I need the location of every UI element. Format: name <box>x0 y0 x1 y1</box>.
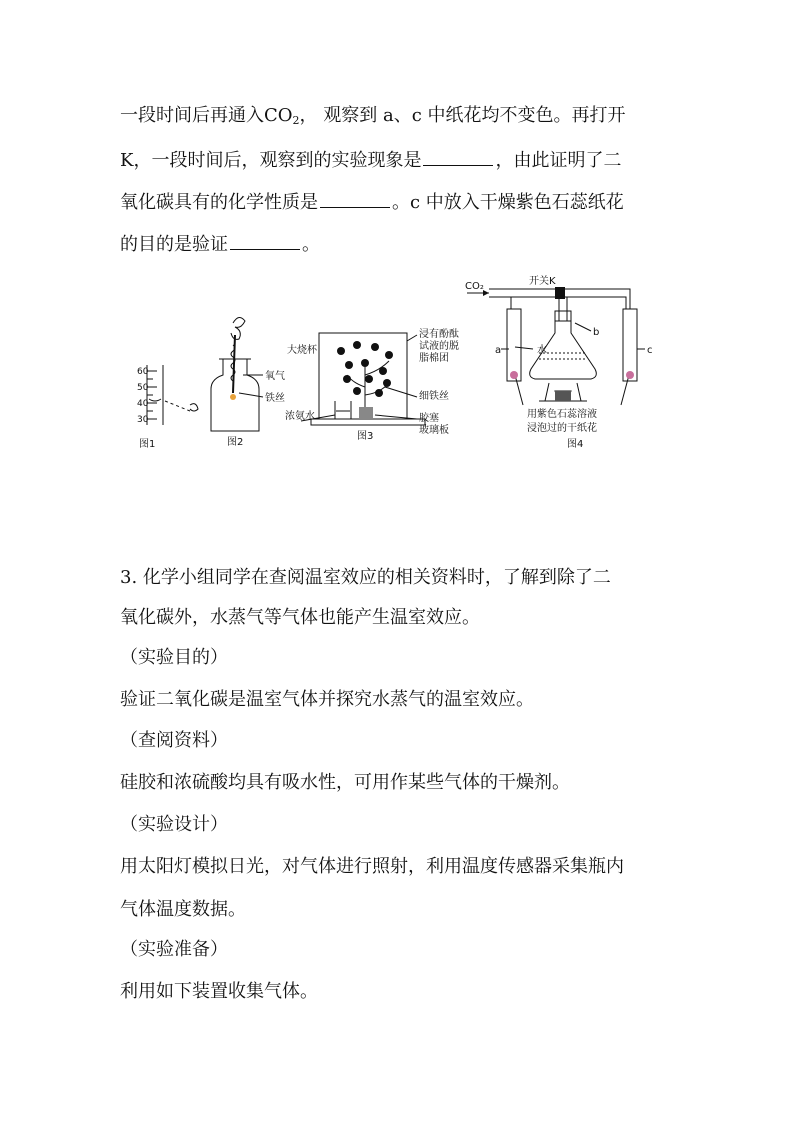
fig3-label-beaker: 大烧杯 <box>287 345 317 356</box>
fig2-label-oxygen: 氧气 <box>265 371 285 382</box>
fig4-label-co2: CO₂ <box>465 281 484 292</box>
valve-k <box>555 287 565 299</box>
fig1-scale <box>147 365 198 425</box>
fig1-tick: 30 <box>137 415 149 425</box>
text-seg: 。c 中放入干燥紫色石蕊纸花 <box>392 192 624 213</box>
fig3-label-ammonia: 浓氨水 <box>285 411 315 422</box>
fig4-label-a: a <box>495 345 502 356</box>
burner <box>555 391 571 401</box>
answer-blank <box>230 231 300 250</box>
fig4-label-flower-1: 用紫色石蕊溶液 <box>527 409 597 420</box>
fig4-label-water: 水 <box>537 345 547 356</box>
spark <box>230 394 236 400</box>
fig3-label-stopper: 胶塞 <box>419 413 439 424</box>
fig4-caption: 图4 <box>567 439 584 450</box>
fig1-tick: 60 <box>137 367 149 377</box>
text-line-3 <box>120 189 624 215</box>
fig3-label-cotton-3: 脂棉团 <box>419 353 449 364</box>
subscript: 2 <box>292 114 300 127</box>
fig1-caption: 图1 <box>139 439 156 450</box>
section-text-design-2: 气体温度数据。 <box>120 899 246 920</box>
fig2-label-wire: 铁丝 <box>265 393 285 404</box>
fig3-label-wire: 细铁丝 <box>419 391 449 402</box>
section-heading-purpose: （实验目的） <box>120 647 228 668</box>
section-heading-preparation: （实验准备） <box>120 939 228 960</box>
fig4-label-b: b <box>593 327 600 338</box>
fig2-caption: 图2 <box>227 437 244 448</box>
section-heading-materials: （查阅资料） <box>120 730 228 751</box>
arrow-icon <box>483 290 489 296</box>
q3-line-1: 3. 化学小组同学在查阅温室效应的相关资料时，了解到除了二 <box>120 567 611 588</box>
text-line-1 <box>120 104 626 133</box>
q3-line-2: 氧化碳外，水蒸气等气体也能产生温室效应。 <box>120 607 480 628</box>
fig4-label-c: c <box>647 345 653 356</box>
section-heading-design: （实验设计） <box>120 814 228 835</box>
text-seg: ， 观察到 a、c 中纸花均不变色。再打开 <box>299 105 626 126</box>
text-line-2 <box>120 147 621 173</box>
text-seg: 一段时间后再通入CO <box>120 105 293 126</box>
fig4-label-flower-2: 浸泡过的干纸花 <box>527 423 597 434</box>
paper-flower-a <box>510 371 518 379</box>
section-text-purpose: 验证二氧化碳是温室气体并探究水蒸气的温室效应。 <box>120 689 534 710</box>
answer-blank <box>423 147 493 166</box>
fig3-label-glass: 玻璃板 <box>419 425 449 436</box>
fig3-label-cotton-2: 试液的脱 <box>419 341 459 352</box>
rubber-stopper <box>359 407 373 419</box>
section-text-materials: 硅胶和浓硫酸均具有吸水性，可用作某些气体的干燥剂。 <box>120 772 570 793</box>
text-seg: ，由此证明了二 <box>495 150 622 171</box>
fig3-label-cotton-1: 浸有酚酞 <box>419 329 459 340</box>
fig1-tick: 40 <box>137 399 149 409</box>
text-line-4 <box>120 231 320 257</box>
experiment-figure <box>135 275 665 455</box>
fig1-tick: 50 <box>137 383 149 393</box>
fig2-bottle <box>211 317 263 431</box>
paper-flower-c <box>626 371 634 379</box>
text-seg: 氧化碳具有的化学性质是 <box>120 192 318 213</box>
section-text-preparation: 利用如下装置收集气体。 <box>120 981 318 1002</box>
answer-blank <box>320 189 390 208</box>
text-seg: 。 <box>302 234 320 255</box>
fig4-label-valve: 开关K <box>529 276 556 287</box>
section-text-design-1: 用太阳灯模拟日光，对气体进行照射，利用温度传感器采集瓶内 <box>120 856 624 877</box>
fig4-apparatus <box>467 289 645 405</box>
fig3-caption: 图3 <box>357 431 374 442</box>
text-seg: K，一段时间后，观察到的实验现象是 <box>120 150 422 171</box>
text-seg: 的目的是验证 <box>120 234 228 255</box>
